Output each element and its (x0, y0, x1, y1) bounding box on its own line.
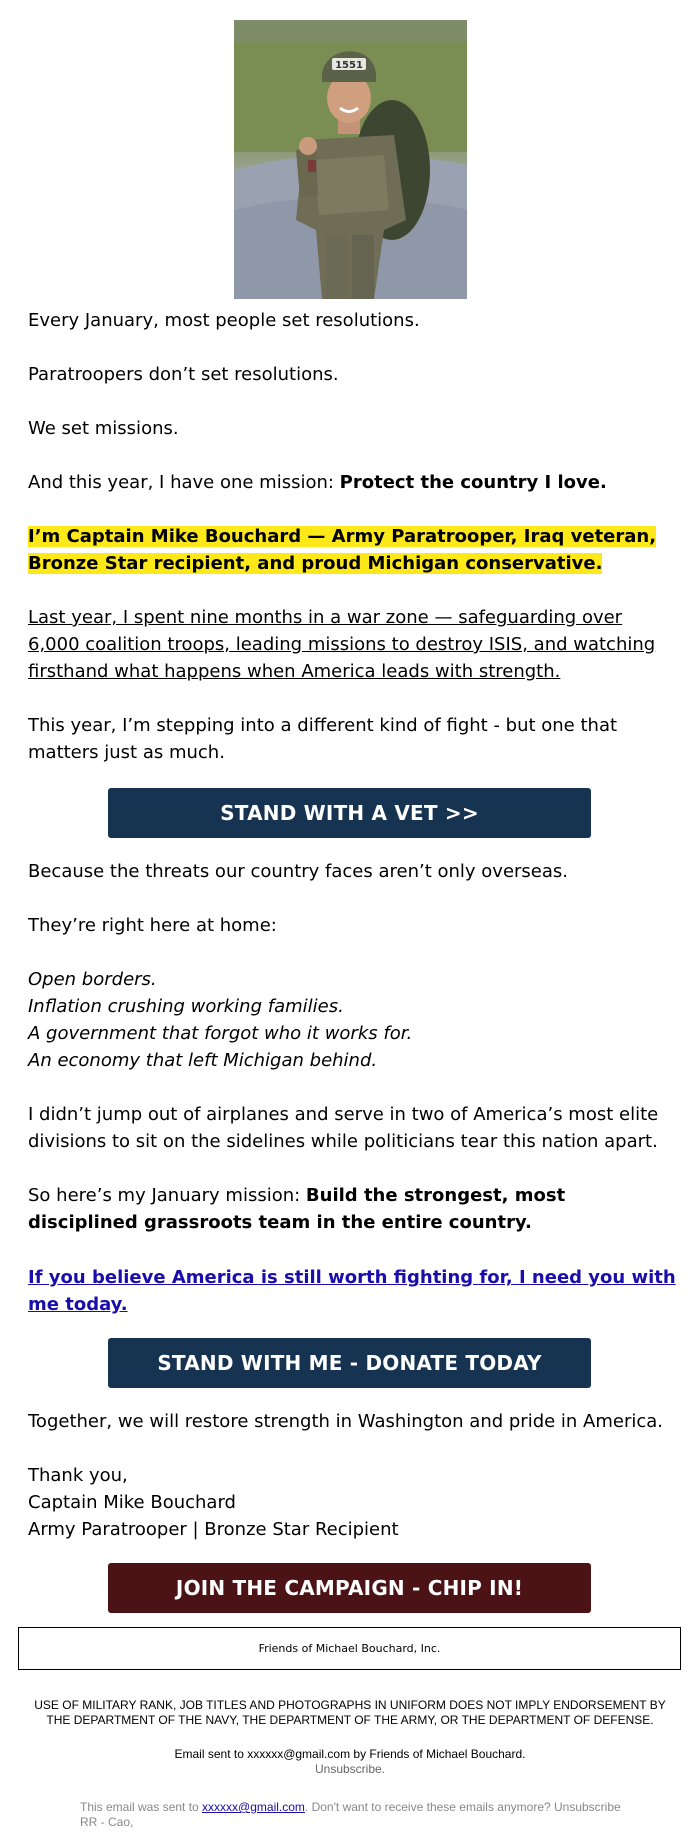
paid-for-box (18, 1627, 681, 1670)
hero-photo (234, 20, 467, 299)
sent-to-prefix: This email was sent to (80, 1800, 203, 1814)
paragraph-missions: We set missions. (28, 418, 179, 439)
paragraph-different-fight: This year, I’m stepping into a different kind of fight - but one that matters just as much. (28, 715, 618, 763)
january-mission-bold: Build the strongest, most disciplined grassroots team in the entire country. (28, 1185, 566, 1233)
sent-to-email-link[interactable]: xxxxxx@gmail.com (202, 1800, 305, 1814)
military-disclaimer: USE OF MILITARY RANK, JOB TITLES AND PHOTOGRAPHS IN UNIFORM DOES NOT IMPLY ENDORSEMENT BY THE DEPARTMENT OF THE NAVY, THE DEPARTMENT OF THE ARMY, OR THE DEPARTMENT OF DEFENSE. (34, 1698, 666, 1727)
unsubscribe-link[interactable]: Unsubscribe. (314, 1762, 386, 1776)
rr-line: RR - Cao, (80, 1815, 134, 1829)
helmet-number: 1551 (335, 60, 363, 71)
donate-today-button[interactable]: STAND WITH ME - DONATE TODAY (108, 1338, 591, 1388)
paragraph-introduction (28, 523, 676, 577)
chip-in-button[interactable]: JOIN THE CAMPAIGN - CHIP IN! (108, 1563, 591, 1613)
threat-item: Inflation crushing working families. (28, 996, 344, 1017)
paragraph-together: Together, we will restore strength in Washington and pride in America. (28, 1411, 664, 1432)
january-mission-prefix: So here’s my January mission: (28, 1185, 306, 1206)
signoff-title: Army Paratrooper | Bronze Star Recipient (28, 1519, 399, 1540)
threat-item: Open borders. (28, 969, 157, 990)
signoff-thanks: Thank you, (28, 1465, 128, 1486)
stand-with-a-vet-button[interactable]: STAND WITH A VET >> (108, 788, 591, 838)
sent-to-suffix[interactable]: . Don't want to receive these emails anymore? Unsubscribe (304, 1800, 621, 1814)
paid-for-text: Friends of Michael Bouchard, Inc. (258, 1642, 441, 1655)
sent-line: Email sent to xxxxxx@gmail.com by Friends of Michael Bouchard. (174, 1747, 526, 1761)
paratrooper-illustration (234, 20, 467, 299)
threat-item: A government that forgot who it works for. (28, 1023, 413, 1044)
signoff-name: Captain Mike Bouchard (28, 1492, 236, 1513)
paragraph-threats-intro: Because the threats our country faces aren’t only overseas. (28, 861, 568, 882)
paragraph-call-to-action (28, 1264, 676, 1318)
paragraph-right-here: They’re right here at home: (28, 915, 277, 936)
threat-item: An economy that left Michigan behind. (28, 1050, 378, 1071)
worth-fighting-link[interactable]: If you believe America is still worth fighting for, I need you with me today. (28, 1267, 676, 1315)
war-zone-underlined: Last year, I spent nine months in a war zone — safeguarding over 6,000 coalition troops, leading missions to destroy ISIS, and watching firsthand what happens when America leads with strength. (28, 607, 656, 682)
paragraph-resolutions: Every January, most people set resolutions. (28, 310, 420, 331)
introduction-highlight: I’m Captain Mike Bouchard — Army Paratrooper, Iraq veteran, Bronze Star recipient, and proud Michigan conservative. (28, 526, 657, 574)
paragraph-war-zone (28, 604, 676, 685)
mission-bold: Protect the country I love. (339, 472, 607, 493)
paragraph-mission-statement (28, 469, 676, 496)
sent-to-line (80, 1800, 680, 1815)
mission-prefix: And this year, I have one mission: (28, 472, 340, 493)
threats-list (28, 966, 676, 1074)
paragraph-airplanes: I didn’t jump out of airplanes and serve in two of America’s most elite divisions to sit on the sidelines while politicians tear this nation apart. (28, 1104, 659, 1152)
signoff (28, 1462, 676, 1543)
paragraph-paratroopers: Paratroopers don’t set resolutions. (28, 364, 339, 385)
paragraph-january-mission (28, 1182, 676, 1236)
